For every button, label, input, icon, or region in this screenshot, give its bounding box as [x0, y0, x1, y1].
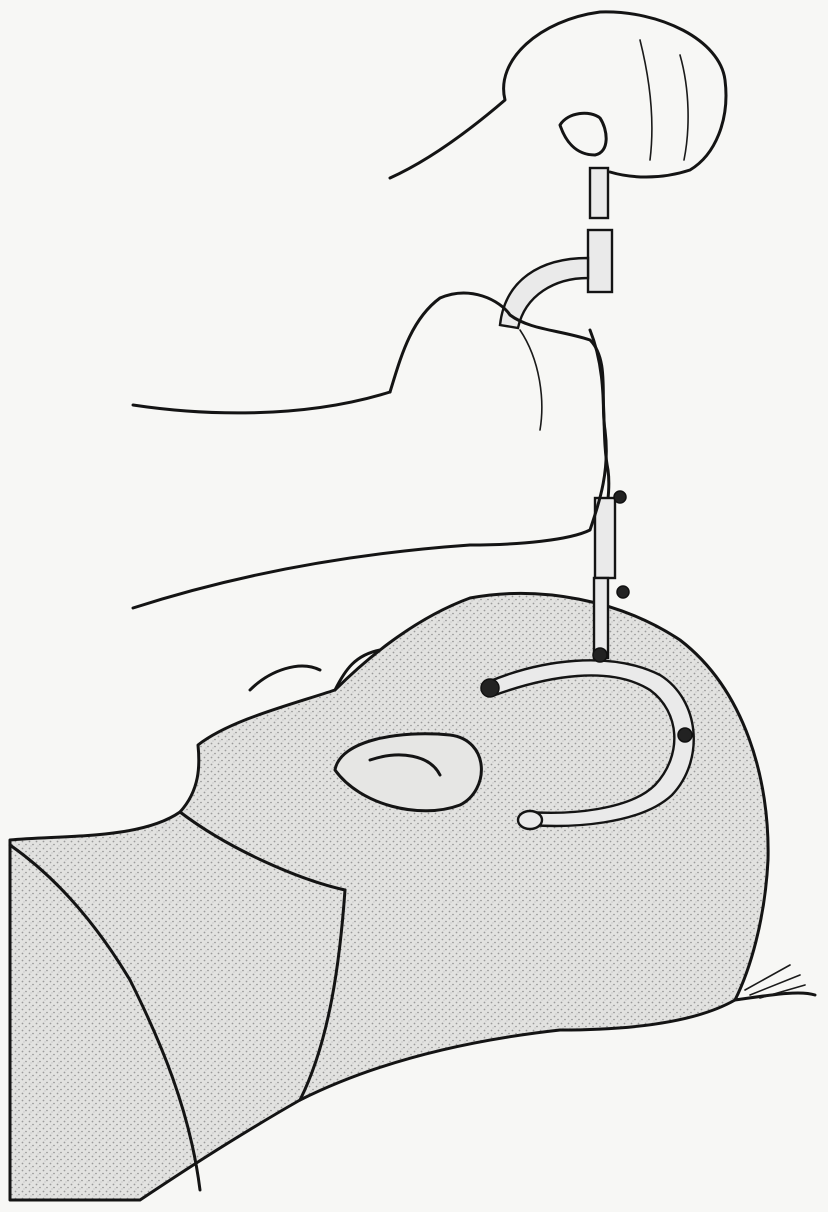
rod-sleeve [588, 230, 612, 292]
arc-tip-bottom [518, 811, 542, 829]
clamp-screw [614, 491, 626, 503]
lower-hand [133, 293, 606, 608]
upper-hand-outline [390, 12, 726, 178]
finger-crease [520, 330, 542, 430]
knuckle-lines [640, 40, 688, 160]
arc-joint-right [678, 728, 692, 742]
lower-arm-bottom [133, 545, 470, 608]
lower-clamp [595, 498, 615, 578]
eye-brow [250, 666, 320, 690]
lower-hand-outline [390, 293, 606, 545]
arc-tip-left [481, 679, 499, 697]
thumb [560, 113, 606, 155]
upper-hand [390, 12, 726, 178]
lower-arm-top [133, 392, 390, 413]
clamp-knob [617, 586, 629, 598]
arc-joint-top [593, 648, 607, 662]
child-figure [10, 593, 815, 1200]
lower-rod [594, 578, 608, 658]
upper-rod [590, 168, 608, 218]
